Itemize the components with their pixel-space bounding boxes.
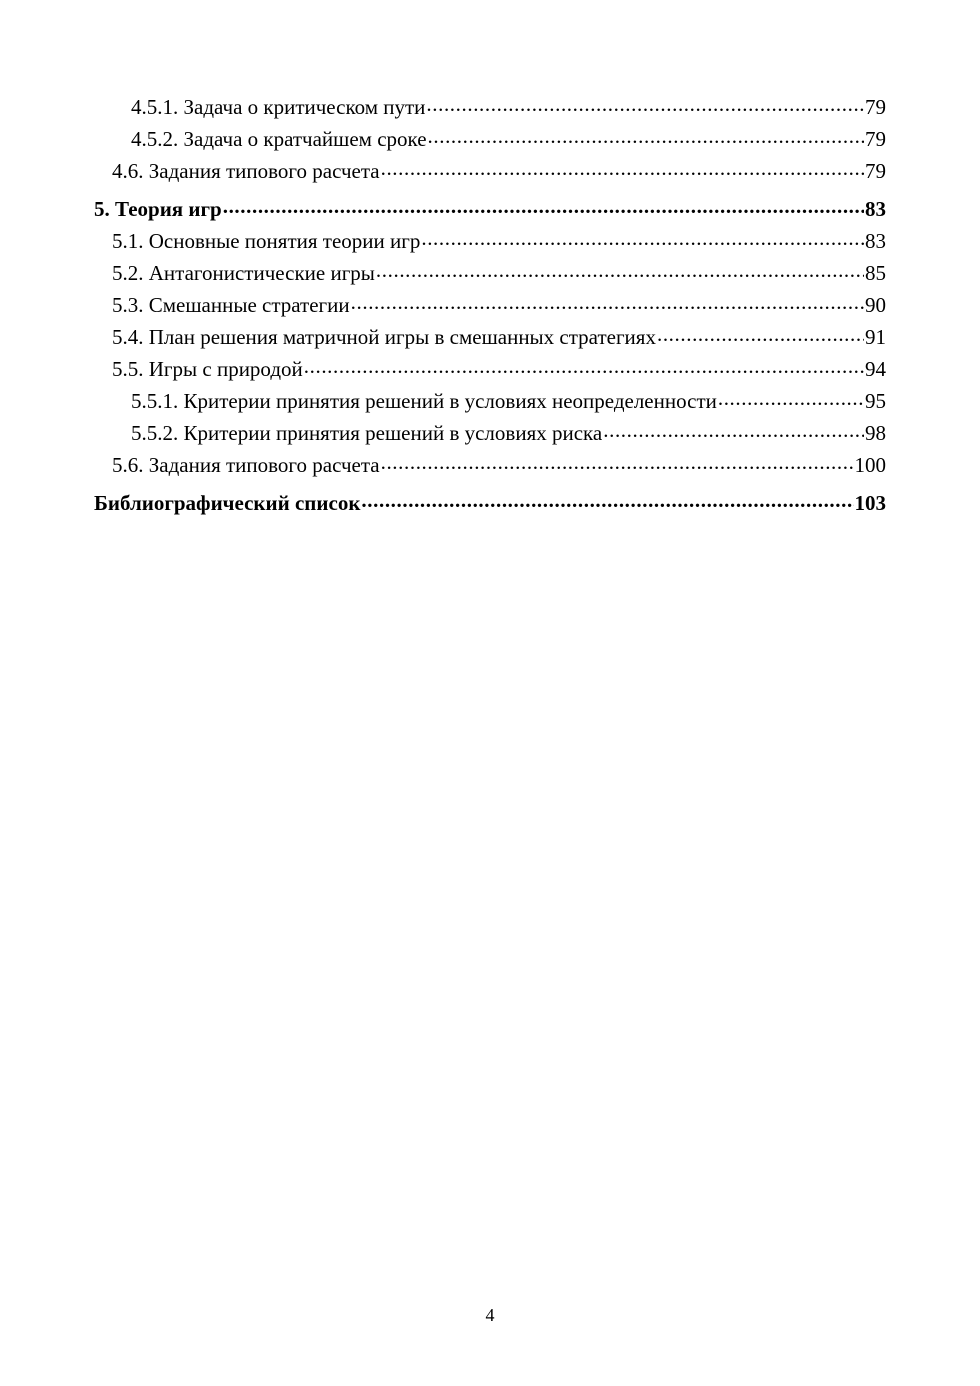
- toc-entry: [94, 321, 886, 353]
- toc-entry-page: 103: [854, 491, 886, 515]
- toc-entry: [94, 289, 886, 321]
- toc-dot-leader: [603, 419, 864, 440]
- toc-entry-page: 98: [865, 421, 886, 445]
- toc-dot-leader: [304, 355, 864, 376]
- toc-entry-page: 94: [865, 357, 886, 381]
- toc-entry-title: 5.5. Игры с природой: [112, 357, 303, 381]
- toc-dot-leader: [376, 259, 864, 280]
- toc-entry-title: 5. Теория игр: [94, 197, 222, 221]
- toc-chapter-entry: [94, 193, 886, 225]
- toc-dot-leader: [223, 195, 864, 216]
- toc-entry: [94, 257, 886, 289]
- toc-entry-title: 5.1. Основные понятия теории игр: [112, 229, 421, 253]
- page-number: 4: [485, 1305, 495, 1325]
- toc-entry-page: 95: [865, 389, 886, 413]
- toc-entry-title: 5.4. План решения матричной игры в смешанных стратегиях: [112, 325, 656, 349]
- toc-entry: [94, 91, 886, 123]
- table-of-contents: [94, 91, 886, 519]
- toc-dot-leader: [421, 227, 864, 248]
- toc-entry: [94, 385, 886, 417]
- toc-entry-title: 5.2. Антагонистические игры: [112, 261, 375, 285]
- toc-dot-leader: [428, 125, 864, 146]
- toc-entry-title: 5.6. Задания типового расчета: [112, 453, 380, 477]
- toc-dot-leader: [381, 157, 864, 178]
- toc-dot-leader: [351, 291, 864, 312]
- toc-chapter-entry: [94, 487, 886, 519]
- toc-entry-page: 83: [865, 229, 886, 253]
- toc-dot-leader: [718, 387, 864, 408]
- toc-entry: [94, 417, 886, 449]
- toc-entry: [94, 123, 886, 155]
- toc-dot-leader: [361, 489, 853, 510]
- toc-entry-page: 79: [865, 159, 886, 183]
- toc-entry-title: 4.6. Задания типового расчета: [112, 159, 380, 183]
- toc-entry: [94, 353, 886, 385]
- toc-entry-title: 5.3. Смешанные стратегии: [112, 293, 350, 317]
- toc-entry-title: 5.5.1. Критерии принятия решений в условиях неопределенности: [131, 389, 717, 413]
- toc-dot-leader: [381, 451, 854, 472]
- toc-entry-title: 4.5.2. Задача о кратчайшем сроке: [131, 127, 427, 151]
- toc-entry-page: 100: [854, 453, 886, 477]
- toc-entry-page: 79: [865, 95, 886, 119]
- toc-entry-page: 91: [865, 325, 886, 349]
- toc-entry: [94, 225, 886, 257]
- toc-entry-title: Библиографический список: [94, 491, 361, 515]
- toc-entry: [94, 155, 886, 187]
- toc-dot-leader: [657, 323, 864, 344]
- toc-entry-page: 83: [865, 197, 886, 221]
- toc-entry-page: 90: [865, 293, 886, 317]
- toc-entry-title: 5.5.2. Критерии принятия решений в условиях риска: [131, 421, 603, 445]
- toc-entry-page: 85: [865, 261, 886, 285]
- toc-entry-page: 79: [865, 127, 886, 151]
- toc-dot-leader: [426, 93, 864, 114]
- toc-entry: [94, 449, 886, 481]
- toc-entry-title: 4.5.1. Задача о критическом пути: [131, 95, 426, 119]
